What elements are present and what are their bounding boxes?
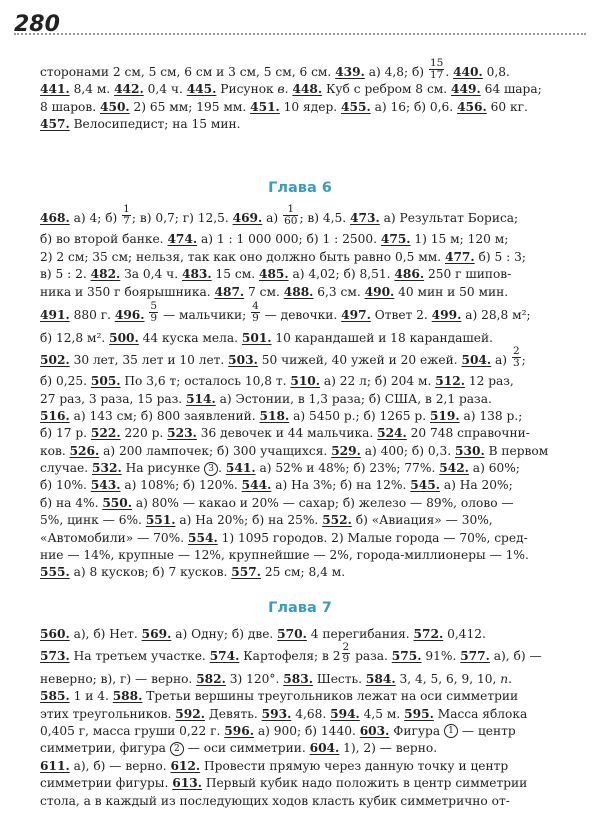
- exercise-number: 557.: [231, 565, 261, 580]
- exercise-number: 497.: [341, 307, 371, 322]
- text-line: [40, 443, 570, 460]
- exercise-number: 519.: [429, 408, 460, 423]
- answer-text: ние — 14%, крупные — 12%, крупнейшие — 2%, города-миллионеры — 1%.: [40, 548, 529, 563]
- answer-text: 4,68.: [295, 706, 327, 721]
- exercise-number: 545.: [410, 478, 440, 493]
- exercise-number: 502.: [40, 352, 70, 367]
- answer-text: а) 400; б) 0,3.: [364, 443, 452, 458]
- answer-text: а) 16; б) 0,6.: [374, 99, 454, 114]
- answer-text: а) Одну; б) две.: [175, 627, 274, 641]
- answer-text: Куб с ребром 8 см.: [325, 82, 448, 97]
- answer-text: 3, 4, 5, 6, 9, 10,: [399, 671, 497, 686]
- answer-text: 0,4 ч.: [147, 82, 183, 97]
- answer-text: 2: [332, 649, 341, 664]
- answer-text: .: [218, 461, 222, 476]
- answer-text: 4,5 м.: [363, 706, 401, 721]
- answer-text: «Автомобили» — 70%.: [40, 530, 185, 545]
- answer-text: Масса яблока: [437, 706, 528, 721]
- exercise-number: 554.: [188, 530, 218, 545]
- exercise-number: 442.: [114, 82, 144, 97]
- answer-text: n: [500, 671, 509, 686]
- exercise-number: 613.: [172, 776, 202, 791]
- exercise-number: 449.: [451, 82, 481, 97]
- text-line: [40, 116, 570, 133]
- text-line: [40, 99, 570, 116]
- answer-text: .: [508, 671, 512, 686]
- fraction-numerator: 2: [512, 344, 520, 357]
- exercise-number: 518.: [259, 408, 290, 423]
- answer-text: 7 см.: [248, 284, 280, 299]
- exercise-number: 450.: [99, 99, 130, 114]
- fraction-numerator: 4: [252, 299, 259, 312]
- answer-text: ков.: [40, 443, 66, 458]
- text-line: [40, 547, 570, 564]
- exercise-number: 445.: [186, 82, 217, 97]
- answer-text: Девять.: [208, 706, 258, 721]
- exercise-number: 499.: [431, 307, 462, 322]
- text-line: [40, 641, 570, 666]
- answer-text: а) 52% и 48%; б) 23%; 77%.: [259, 461, 436, 476]
- answer-text: а) 22 л; б) 204 м.: [323, 374, 432, 389]
- exercise-number: 491.: [40, 307, 70, 322]
- answer-text: За 0,4 ч.: [124, 267, 179, 282]
- fraction: [122, 204, 131, 227]
- answer-text: 30 лет, 35 лет и 10 лет.: [73, 352, 225, 367]
- answer-text: 8 шаров.: [40, 99, 97, 114]
- answer-text: 250 г шипов-: [427, 267, 512, 282]
- chapter-6-title: Глава 6: [268, 180, 332, 196]
- text-line: [40, 344, 570, 369]
- exercise-number: 510.: [290, 374, 321, 389]
- answer-text: 6,3 см.: [317, 284, 361, 299]
- text-line: [40, 740, 570, 757]
- answer-text: 4 перегибания.: [310, 627, 410, 641]
- answer-text: а): [495, 352, 508, 367]
- answer-text: а) 138 р.;: [463, 408, 523, 423]
- answer-text: неверно; в), г) — верно.: [40, 671, 193, 686]
- answer-text: 5%, цинк — 6%.: [40, 513, 142, 528]
- text-line: [40, 299, 570, 324]
- answer-text: 12 раз,: [468, 374, 514, 389]
- exercise-number: 593.: [261, 706, 292, 721]
- exercise-number: 448.: [292, 82, 323, 97]
- exercise-number: 583.: [283, 671, 313, 686]
- exercise-number: 584.: [365, 671, 396, 686]
- answer-text: б) во второй банке.: [40, 232, 164, 247]
- exercise-number: 524.: [377, 426, 407, 441]
- answer-text: 0,412.: [447, 627, 486, 641]
- fraction-numerator: 5: [150, 299, 158, 312]
- fraction-numerator: 15: [429, 57, 444, 69]
- text-line: [40, 495, 570, 512]
- answer-text: случае.: [40, 461, 89, 476]
- answer-text: б) 5 : 3;: [478, 249, 526, 264]
- answer-text: а) 60%;: [472, 461, 520, 476]
- answer-text: 91%.: [425, 649, 457, 664]
- text-line: [40, 706, 570, 723]
- text-line: [40, 203, 570, 227]
- exercise-number: 543.: [90, 478, 121, 493]
- fraction-numerator: 1: [283, 204, 298, 216]
- answer-text: а) 143 см; б) 800 заявлений.: [73, 408, 256, 423]
- exercise-number: 596.: [224, 723, 254, 738]
- exercise-number: 441.: [40, 82, 70, 97]
- exercise-number: 483.: [181, 267, 212, 282]
- answer-text: 50 чижей, 40 ужей и 20 ежей.: [261, 352, 458, 367]
- answer-text: в) 5 : 2.: [40, 267, 87, 282]
- answer-text: 2) 2 см; 35 см; нельзя, так как оно должно быть равно 0,5 мм.: [40, 249, 442, 264]
- exercise-number: 522.: [90, 426, 121, 441]
- exercise-number: 439.: [335, 65, 365, 79]
- answer-text: 1), 2) — верно.: [343, 741, 438, 756]
- answer-text: По 3,6 т; осталось 10,8 т.: [124, 374, 287, 389]
- text-line: [40, 330, 570, 347]
- text-line: [40, 266, 570, 283]
- exercise-number: 574.: [209, 649, 240, 664]
- answer-text: 44 куска мела.: [142, 331, 238, 346]
- exercise-number: 529.: [331, 443, 361, 458]
- answer-text: 0,405 г, масса груши 0,22 г.: [40, 723, 221, 738]
- answer-text: а) 108%; б) 120%.: [124, 478, 238, 493]
- fraction: [251, 301, 260, 324]
- answer-text: 2) 65 мм; 195 мм.: [133, 99, 247, 114]
- fraction: [342, 642, 351, 665]
- exercise-number: 523.: [167, 426, 197, 441]
- answer-text: ника и 350 г боярышника.: [40, 284, 211, 299]
- answer-text: а) На 20%; б) на 25%.: [179, 513, 319, 528]
- exercise-number: 550.: [102, 495, 133, 510]
- answer-text: а) 5450 р.; б) 1265 р.: [293, 408, 427, 423]
- answer-text: а), б) Нет.: [73, 627, 138, 641]
- answer-text: Шесть.: [316, 671, 363, 686]
- answer-text: ; в) 4,5.: [299, 211, 347, 225]
- exercise-number: 473.: [350, 211, 380, 225]
- exercise-number: 487.: [214, 284, 245, 299]
- circled-number: 1: [444, 724, 458, 738]
- answer-text: а) 200 лампочек; б) 300 учащихся.: [103, 443, 328, 458]
- answer-text: 1) 1095 городов. 2) Малые города — 70%, сред-: [221, 530, 528, 545]
- answer-text: сторонами 2 см, 5 см, 6 см и 3 см, 5 см, 6 см.: [40, 65, 332, 79]
- answer-text: а) 4; б): [73, 211, 118, 225]
- exercise-number: 477.: [444, 249, 475, 264]
- exercise-number: 551.: [145, 513, 176, 528]
- exercise-number: 575.: [391, 649, 422, 664]
- answer-text: 64 шара;: [484, 82, 542, 97]
- text-line: [40, 512, 570, 529]
- answer-text: в.: [277, 82, 289, 97]
- answer-text: а), б) —: [493, 649, 542, 664]
- answer-text: а), б) — верно.: [73, 758, 167, 773]
- exercise-number: 503.: [228, 352, 258, 367]
- exercise-number: 516.: [40, 408, 70, 423]
- answer-text: — центр: [461, 723, 516, 738]
- answer-text: б) 17 р.: [40, 426, 88, 441]
- answer-text: 10 карандашей и 18 карандашей.: [275, 331, 493, 346]
- answer-text: — девочки.: [264, 307, 338, 322]
- exercise-number: 514.: [186, 391, 216, 406]
- answer-text: Рисунок: [220, 82, 274, 97]
- exercise-number: 485.: [258, 267, 289, 282]
- answer-text: 8,4 м.: [73, 82, 111, 97]
- text-line: [40, 564, 570, 581]
- exercise-number: 440.: [453, 65, 483, 79]
- exercise-number: 504.: [461, 352, 492, 367]
- fraction-denominator: 60: [284, 215, 298, 227]
- text-line: [40, 81, 570, 98]
- exercise-number: 496.: [114, 307, 145, 322]
- exercise-number: 512.: [435, 374, 465, 389]
- answer-text: Велосипедист; на 15 мин.: [73, 117, 241, 132]
- answer-text: Ответ 2.: [374, 307, 428, 322]
- text-line: [40, 793, 570, 810]
- answer-text: а) 1 : 1 000 000; б) 1 : 2500.: [201, 232, 377, 247]
- exercise-number: 592.: [175, 706, 205, 721]
- answer-text: б) на 4%.: [40, 495, 99, 510]
- answer-text: 3) 120°.: [229, 671, 280, 686]
- exercise-number: 544.: [241, 478, 272, 493]
- answer-text: Третьи вершины треугольников лежат на оси симметрии: [146, 689, 519, 704]
- exercise-number: 585.: [40, 689, 70, 704]
- exercise-number: 501.: [241, 331, 272, 346]
- answer-text: 40 мин и 50 мин.: [398, 284, 509, 299]
- exercise-number: 474.: [167, 232, 198, 247]
- answer-text: 880 г.: [73, 307, 111, 322]
- answer-text: 1 и 4.: [73, 689, 109, 704]
- answer-text: а) На 3%; б) на 12%.: [275, 478, 407, 493]
- exercise-number: 532.: [92, 461, 122, 476]
- exercise-number: 469.: [232, 211, 263, 225]
- chapter-7-title: Глава 7: [268, 600, 332, 616]
- answer-text: а) Эстонии, в 1,3 раза; б) США, в 2,1 раза.: [219, 391, 492, 406]
- answer-text: 27 раз, 3 раза, 15 раз.: [40, 391, 183, 406]
- exercise-number: 604.: [309, 741, 340, 756]
- text-line: [40, 626, 570, 643]
- answer-text: а) 80% — какао и 20% — сахар; б) железо — 89%, олово —: [135, 495, 514, 510]
- answer-text: 20 748 справочни-: [410, 426, 530, 441]
- exercise-number: 577.: [460, 649, 490, 664]
- answer-text: а) Результат Бориса;: [383, 211, 519, 225]
- exercise-number: 500.: [109, 331, 139, 346]
- page-number: 280: [14, 12, 60, 37]
- exercise-number: 486.: [394, 267, 425, 282]
- exercise-number: 456.: [457, 99, 487, 114]
- exercise-number: 457.: [40, 117, 70, 132]
- answer-text: В первом: [488, 443, 549, 458]
- fraction-denominator: 17: [429, 69, 444, 81]
- text-line: [40, 775, 570, 792]
- exercise-number: 542.: [439, 461, 469, 476]
- answer-text: а) 28,8 м²;: [465, 307, 531, 322]
- exercise-number: 552.: [322, 513, 352, 528]
- answer-text: б) 0,25.: [40, 374, 87, 389]
- answer-text: а) На 20%;: [443, 478, 513, 493]
- fraction-denominator: 9: [150, 311, 158, 324]
- text-line: [40, 57, 570, 81]
- text-line: [40, 723, 570, 740]
- exercise-number: 475.: [380, 232, 411, 247]
- answer-text: стола, а в каждый из последующих ходов класть кубик симметрично от-: [40, 793, 510, 808]
- text-line: [40, 231, 570, 248]
- answer-text: а) 900; б) 1440.: [257, 723, 356, 738]
- exercise-number: 526.: [69, 443, 100, 458]
- exercise-number: 570.: [277, 627, 307, 641]
- exercise-number: 603.: [359, 723, 390, 738]
- header-rule: [14, 33, 586, 35]
- answer-text: 0,8.: [486, 65, 510, 79]
- text-line: [40, 460, 570, 477]
- fraction-numerator: 1: [123, 203, 130, 215]
- answer-text: .: [445, 65, 450, 79]
- answer-text: 1) 15 м; 120 м;: [414, 232, 509, 247]
- answer-text: Провести прямую через данную точку и центр: [204, 758, 509, 773]
- text-line: [40, 758, 570, 775]
- answer-text: На рисунке: [125, 461, 201, 476]
- text-line: [40, 671, 570, 688]
- exercise-number: 560.: [40, 627, 70, 641]
- exercise-number: 555.: [40, 565, 70, 580]
- text-line: [40, 249, 570, 266]
- text-line: [40, 373, 570, 390]
- exercise-number: 488.: [283, 284, 314, 299]
- answer-text: этих треугольников.: [40, 706, 172, 721]
- exercise-number: 573.: [40, 649, 70, 664]
- answer-text: симметрии фигуры.: [40, 776, 169, 791]
- answer-text: Первый кубик надо положить в центр симметрии: [205, 776, 528, 791]
- text-line: [40, 391, 570, 408]
- answers-top: [40, 57, 570, 134]
- chapter-6-answers: [40, 203, 570, 582]
- answer-text: Картофеля; в: [243, 649, 329, 664]
- fraction-denominator: 9: [252, 311, 259, 324]
- exercise-number: 468.: [40, 211, 70, 225]
- answer-text: 220 р.: [124, 426, 164, 441]
- exercise-number: 569.: [141, 627, 172, 641]
- exercise-number: 541.: [225, 461, 256, 476]
- fraction-numerator: 2: [342, 641, 350, 654]
- answer-text: На третьем участке.: [73, 649, 206, 664]
- fraction: [149, 301, 158, 324]
- exercise-number: 611.: [40, 758, 70, 773]
- exercise-number: 505.: [90, 374, 121, 389]
- text-line: [40, 477, 570, 494]
- answer-text: б) 10%.: [40, 478, 87, 493]
- fraction: [429, 58, 444, 81]
- exercise-number: 455.: [341, 99, 371, 114]
- exercise-number: 594.: [330, 706, 360, 721]
- answer-text: ; в) 0,7; г) 12,5.: [131, 211, 229, 225]
- text-line: [40, 284, 570, 301]
- chapter-7-answers: [40, 626, 570, 810]
- exercise-number: 490.: [364, 284, 395, 299]
- exercise-number: 595.: [404, 706, 434, 721]
- text-line: [40, 530, 570, 547]
- answer-text: б) «Авиация» — 30%,: [355, 513, 493, 528]
- text-line: [40, 408, 570, 425]
- exercise-number: 482.: [90, 267, 121, 282]
- exercise-number: 582.: [196, 671, 226, 686]
- exercise-number: 572.: [413, 627, 444, 641]
- exercise-number: 588.: [112, 689, 143, 704]
- circled-number: 2: [170, 742, 184, 756]
- text-line: [40, 688, 570, 705]
- answer-text: — оси симметрии.: [187, 741, 306, 756]
- answer-text: симметрии, фигура: [40, 741, 166, 756]
- answer-text: 36 девочек и 44 мальчика.: [200, 426, 374, 441]
- fraction-denominator: 9: [342, 653, 350, 666]
- exercise-number: 451.: [250, 99, 280, 114]
- answer-text: 25 см; 8,4 м.: [264, 565, 346, 580]
- answer-text: 60 кг.: [490, 99, 528, 114]
- answer-text: ;: [521, 352, 526, 367]
- text-line: [40, 425, 570, 442]
- answer-text: Фигура: [393, 723, 441, 738]
- exercise-number: 530.: [455, 443, 485, 458]
- fraction: [512, 346, 521, 369]
- answer-text: — мальчики;: [162, 307, 247, 322]
- exercise-number: 612.: [170, 758, 201, 773]
- fraction-denominator: 3: [512, 356, 520, 369]
- answer-text: раза.: [355, 649, 388, 664]
- answer-text: 10 ядер.: [283, 99, 338, 114]
- answer-text: б) 12,8 м².: [40, 331, 106, 346]
- answer-text: а) 4,8; б): [368, 65, 425, 79]
- answer-text: а) 4,02; б) 8,51.: [292, 267, 391, 282]
- answer-text: а): [266, 211, 279, 225]
- fraction: [283, 204, 298, 227]
- answer-text: а) 8 кусков; б) 7 кусков.: [73, 565, 228, 580]
- circled-number: 3: [204, 462, 218, 476]
- answer-text: 15 см.: [215, 267, 256, 282]
- fraction-denominator: 7: [123, 215, 130, 227]
